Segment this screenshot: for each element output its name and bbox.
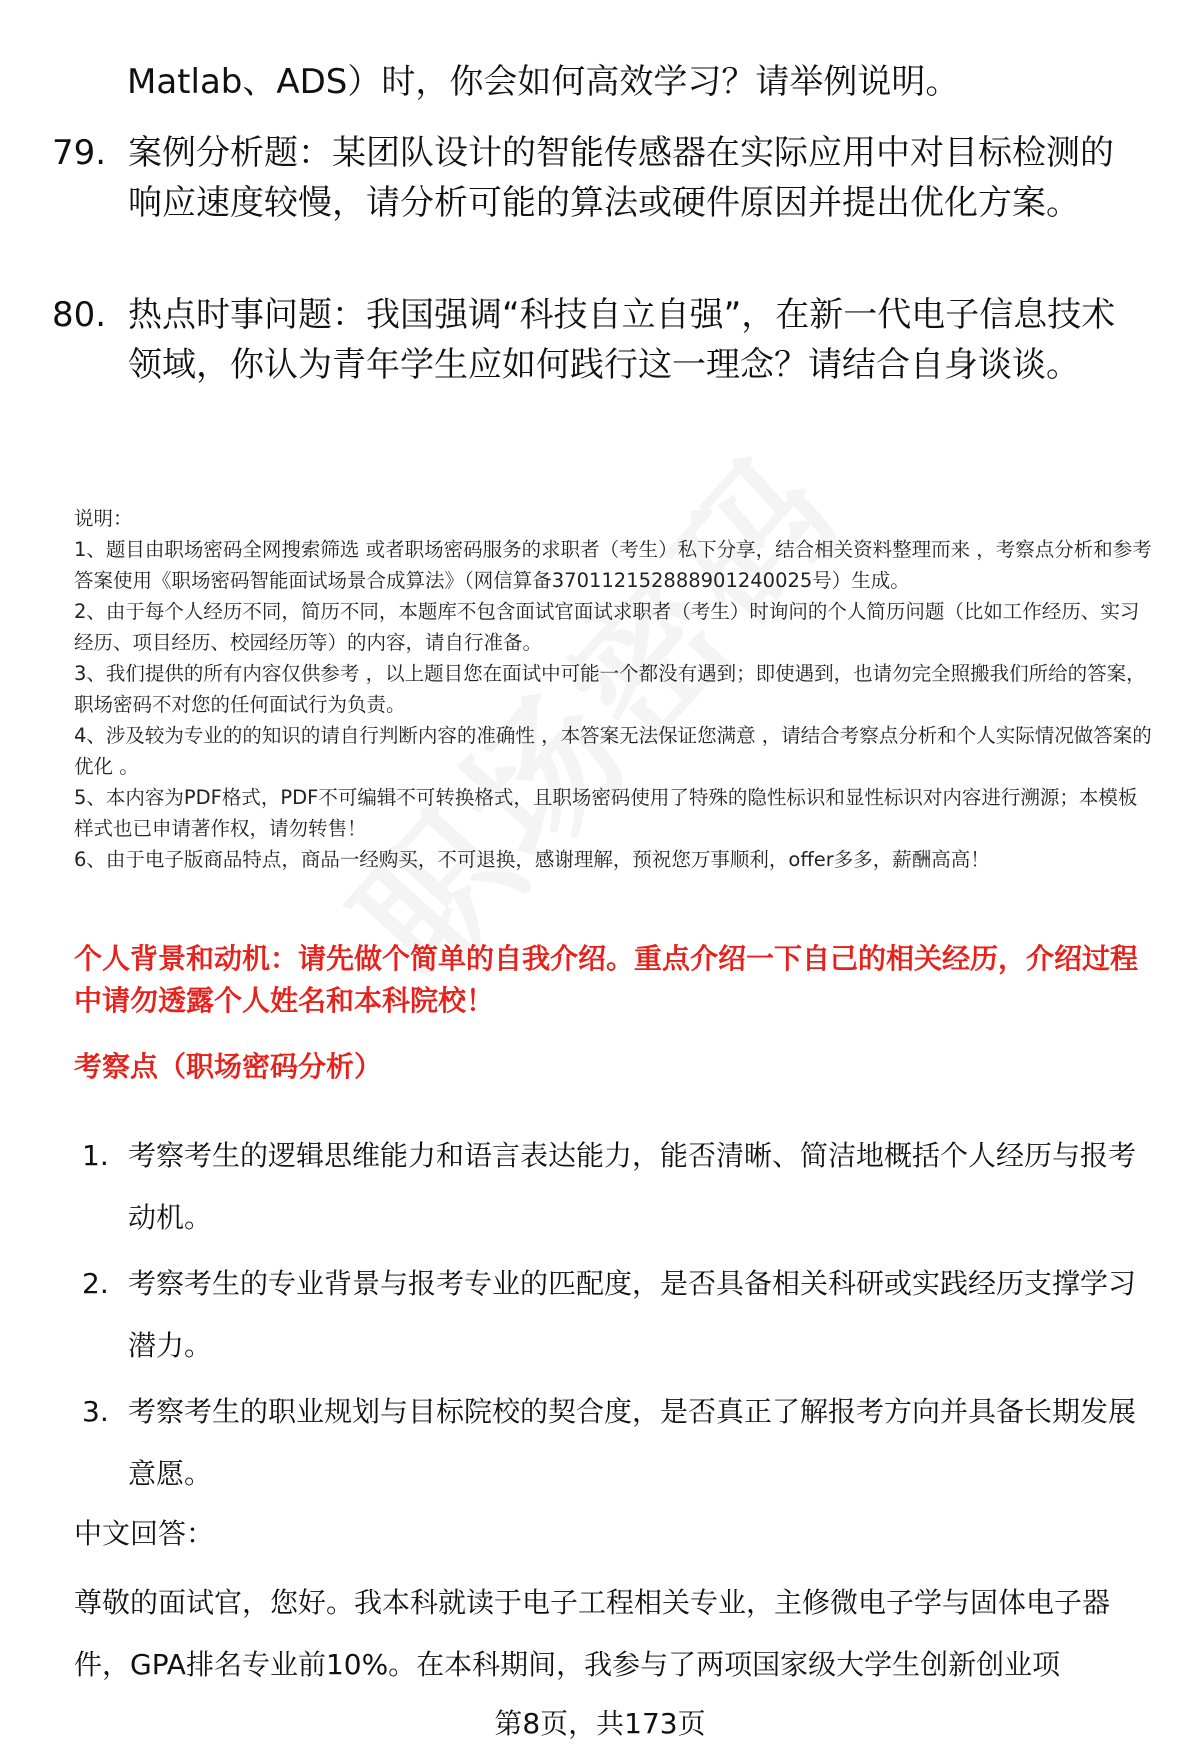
question-number: 79.	[52, 133, 107, 173]
point-text: 考察考生的职业规划与目标院校的契合度，是否真正了解报考方向并具备长期发展意愿。	[128, 1395, 1137, 1490]
question-text: 案例分析题：某团队设计的智能传感器在实际应用中对目标检测的响应速度较慢，请分析可能的算法或硬件原因并提出优化方案。	[128, 133, 1114, 223]
point-number: 3.	[82, 1395, 109, 1428]
analysis-point	[82, 1253, 1152, 1377]
note-item: 5、本内容为PDF格式，PDF不可编辑不可转换格式，且职场密码使用了特殊的隐性标识和显性标识对内容进行溯源；本模板样式也已申请著作权，请勿转售！	[74, 786, 1138, 840]
section-heading: 个人背景和动机：请先做个简单的自我介绍。重点介绍一下自己的相关经历，介绍过程中请勿透露个人姓名和本科院校！	[74, 942, 1139, 1017]
analysis-point	[82, 1381, 1152, 1505]
page-footer: 第8页，共173页	[494, 1707, 706, 1740]
point-number: 1.	[82, 1139, 109, 1172]
note-item: 2、由于每个人经历不同，简历不同，本题库不包含面试官面试求职者（考生）时询问的个人简历问题（比如工作经历、实习经历、项目经历、校园经历等）的内容，请自行准备。	[74, 600, 1140, 654]
notes-block	[74, 503, 1154, 875]
analysis-points	[82, 1125, 1152, 1509]
question-text: 热点时事问题：我国强调“科技自立自强”，在新一代电子信息技术领域，你认为青年学生应如何践行这一理念？请结合自身谈谈。	[128, 295, 1116, 385]
answer-text: 尊敬的面试官，您好。我本科就读于电子工程相关专业，主修微电子学与固体电子器件，GPA排名专业前10%。在本科期间，我参与了两项国家级大学生创新创业项	[74, 1586, 1111, 1681]
question-number: 80.	[52, 295, 107, 335]
note-item: 3、我们提供的所有内容仅供参考 ，以上题目您在面试中可能一个都没有遇到；即使遇到，也请勿完全照搬我们所给的答案，职场密码不对您的任何面试行为负责。	[74, 662, 1146, 716]
question-80	[52, 290, 1142, 390]
point-text: 考察考生的逻辑思维能力和语言表达能力，能否清晰、简洁地概括个人经历与报考动机。	[128, 1139, 1137, 1234]
note-item: 6、由于电子版商品特点，商品一经购买，不可退换，感谢理解，预祝您万事顺利，offer多多，薪酬高高！	[74, 848, 990, 871]
note-item: 4、涉及较为专业的的知识的请自行判断内容的准确性 ，本答案无法保证您满意 ，请结合考察点分析和个人实际情况做答案的优化 。	[74, 724, 1152, 778]
point-number: 2.	[82, 1267, 109, 1300]
question-continuation: Matlab、ADS）时，你会如何高效学习？请举例说明。	[127, 62, 960, 102]
note-item: 1、题目由职场密码全网搜索筛选 或者职场密码服务的求职者（考生）私下分享，结合相关资料整理而来 ，考察点分析和参考答案使用《职场密码智能面试场景合成算法》（网信算备370112152888901240025号）生成。	[74, 538, 1152, 592]
analysis-point	[82, 1125, 1152, 1249]
point-text: 考察考生的专业背景与报考专业的匹配度，是否具备相关科研或实践经历支撑学习潜力。	[128, 1267, 1137, 1362]
notes-title: 说明：	[74, 507, 133, 530]
answer-label: 中文回答：	[74, 1517, 215, 1550]
question-79	[52, 128, 1142, 228]
analysis-heading: 考察点（职场密码分析）	[74, 1050, 383, 1083]
